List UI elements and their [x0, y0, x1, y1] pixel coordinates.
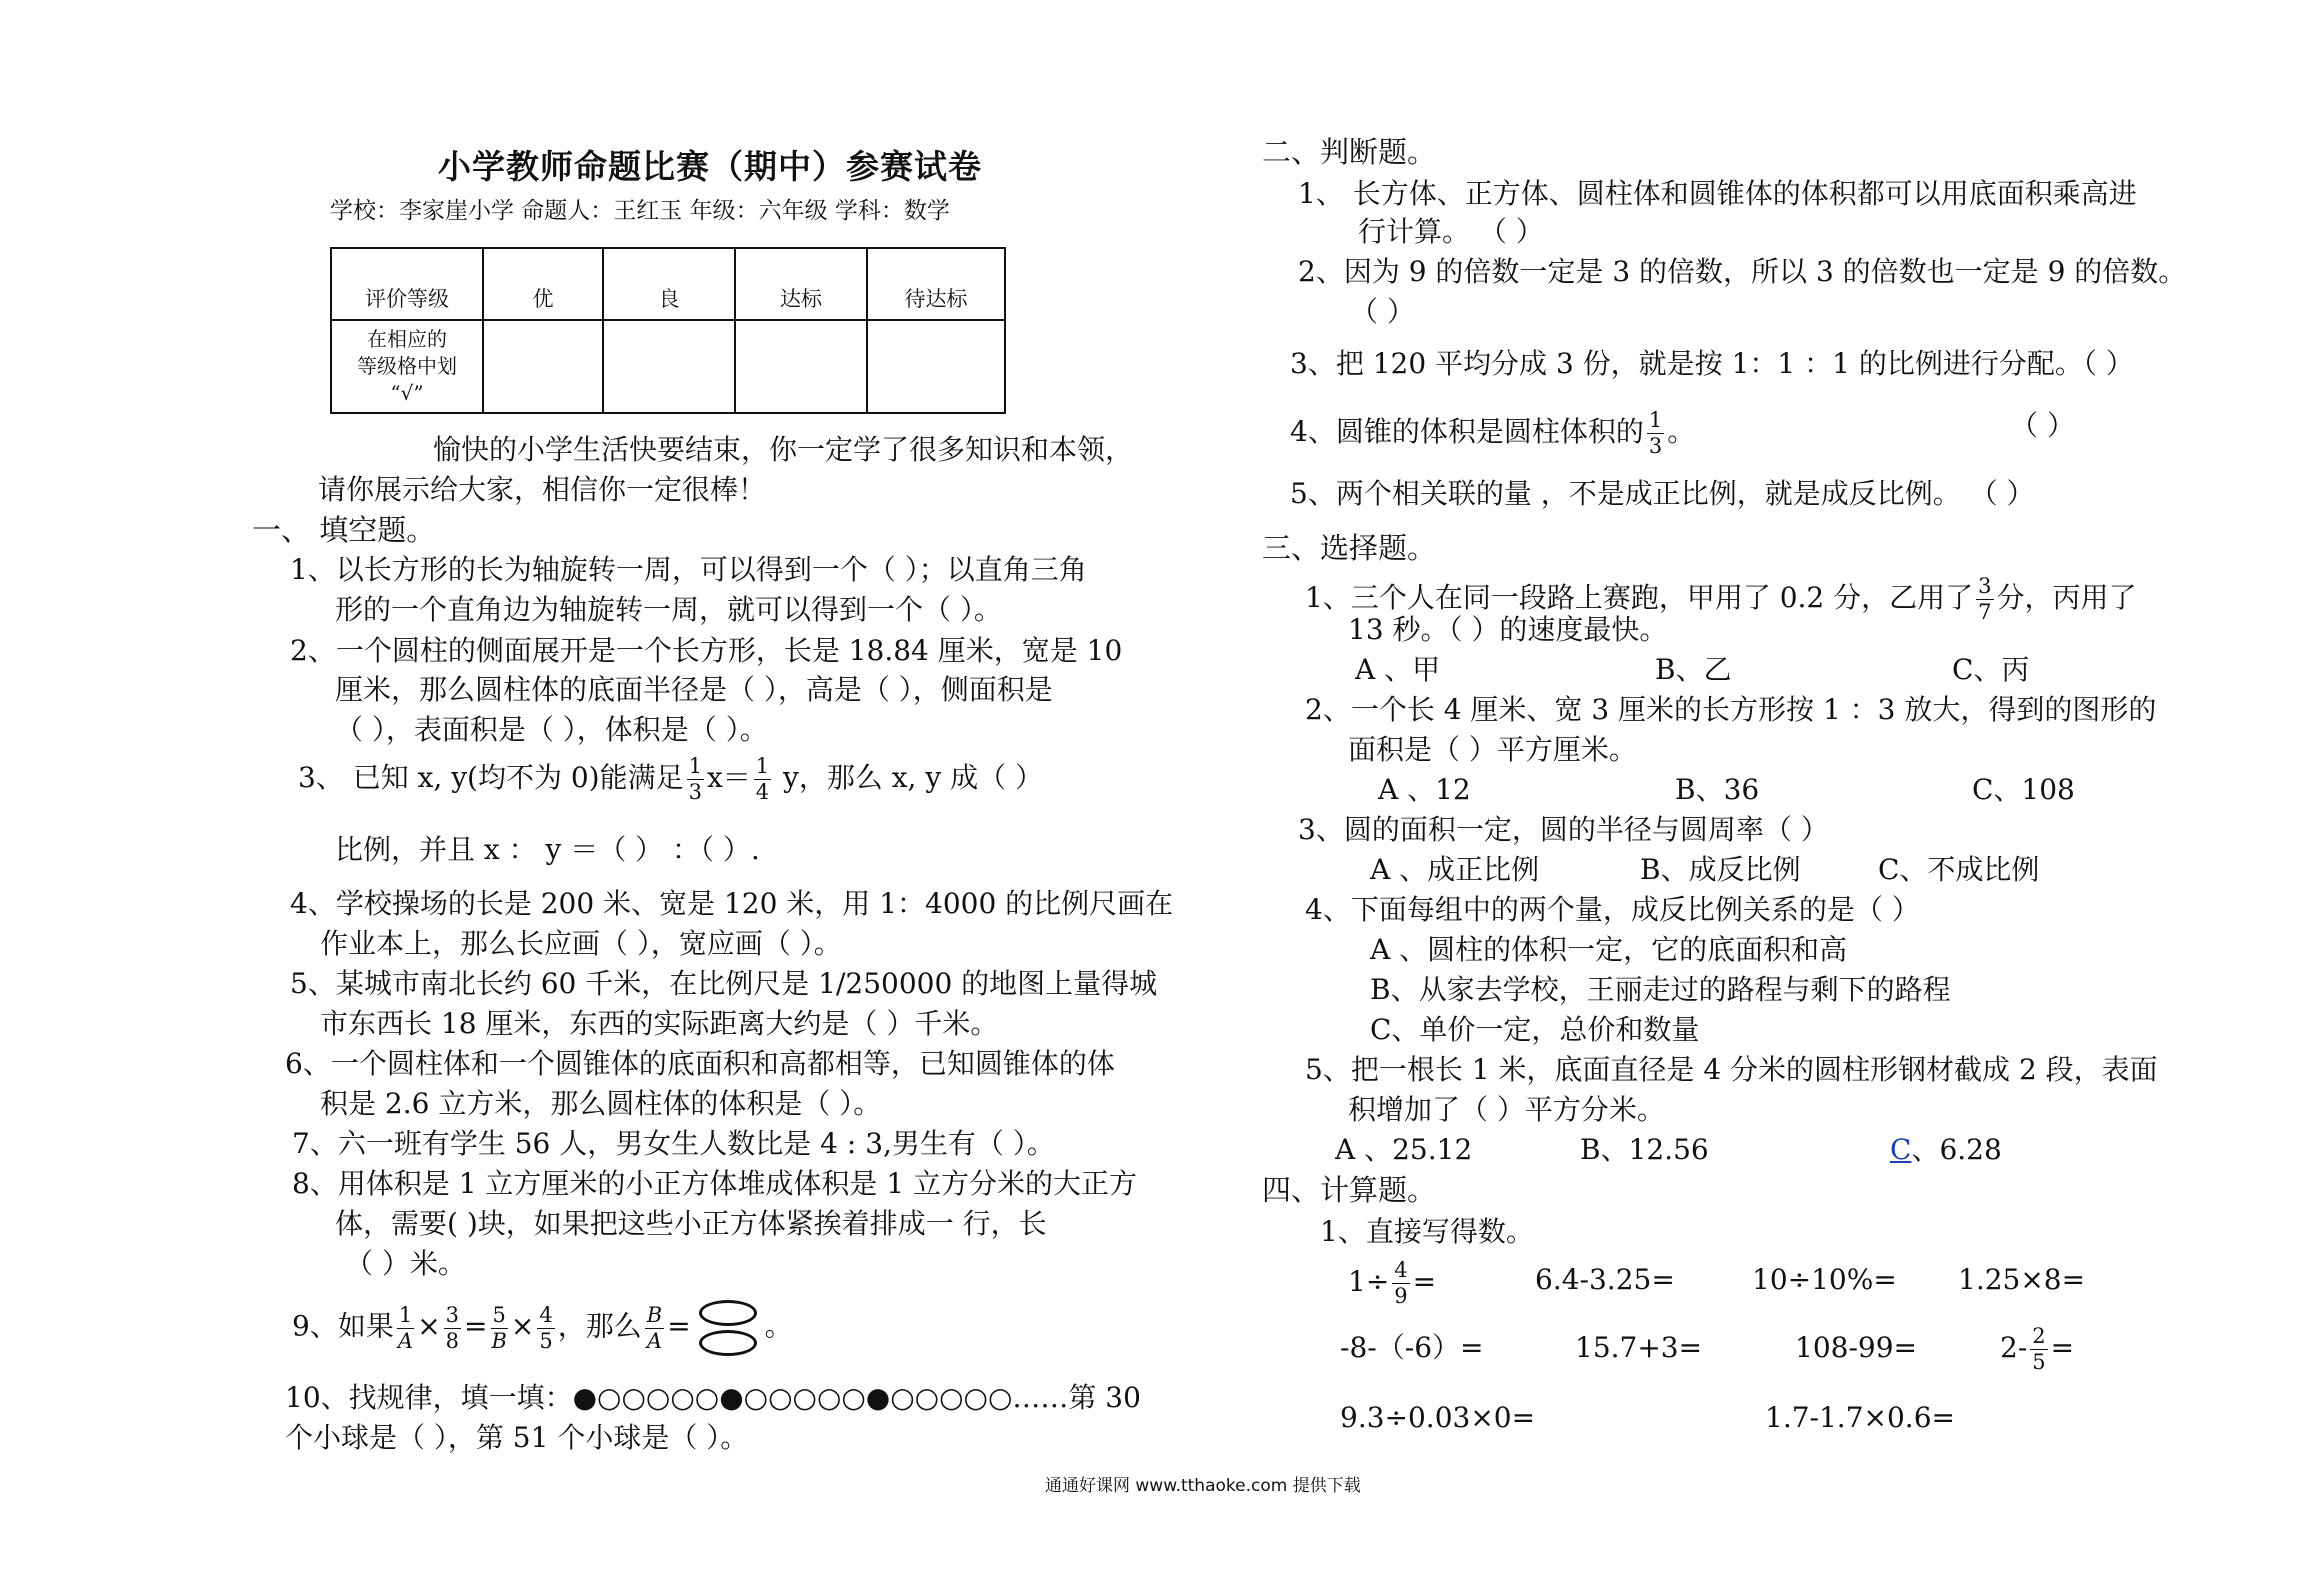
- answer-oval-fraction[interactable]: [699, 1300, 757, 1356]
- grade-level-pass: 达标: [735, 248, 867, 320]
- option-c[interactable]: C、丙: [1952, 653, 2030, 686]
- calc-item: [2000, 1326, 2074, 1373]
- answer-blank[interactable]: （ ）: [2010, 409, 2075, 442]
- option-b[interactable]: B、36: [1675, 773, 1760, 806]
- grade-cell-excellent[interactable]: [483, 320, 603, 413]
- option-b[interactable]: B、乙: [1655, 653, 1732, 686]
- question-text: 积是 2.6 立方米，那么圆柱体的体积是（ ）。: [320, 1087, 882, 1120]
- question-text: 行计算。 （ ）: [1358, 215, 1544, 248]
- instruction-line: “√”: [390, 381, 424, 405]
- option-a[interactable]: A 、圆柱的体积一定，它的底面积和高: [1370, 933, 1848, 966]
- equals-sign: =: [667, 1309, 691, 1343]
- section-multiple-choice-heading: 三、选择题。: [1262, 531, 1437, 565]
- grade-cell-pass[interactable]: [735, 320, 867, 413]
- calc-item: 108-99=: [1795, 1331, 1917, 1364]
- option-c[interactable]: C、单价一定，总价和数量: [1370, 1013, 1700, 1046]
- denominator: 9: [1394, 1284, 1408, 1308]
- denominator: 3: [688, 780, 702, 804]
- q9-prefix: 9、如果: [292, 1309, 394, 1343]
- option-a[interactable]: A 、25.12: [1335, 1133, 1473, 1166]
- denominator: [491, 1329, 506, 1352]
- calc-item: 9.3÷0.03×0=: [1340, 1401, 1536, 1434]
- denominator: 4: [755, 780, 770, 804]
- calc-item: [1348, 1260, 1436, 1307]
- question-text: 4、下面每组中的两个量，成反比例关系的是（ ）: [1305, 893, 1920, 926]
- intro-line: 请你展示给大家，相信你一定很棒！: [318, 473, 767, 506]
- option-b[interactable]: B、成反比例: [1640, 853, 1801, 886]
- question-text: 5、某城市南北长约 60 千米，在比例尺是 1/250000 的地图上量得城: [290, 967, 1158, 1000]
- denominator: 7: [1978, 600, 1992, 624]
- fraction: [537, 1302, 554, 1353]
- times-sign: ×: [417, 1309, 441, 1343]
- fraction: [397, 1302, 414, 1353]
- q3-suffix: y，那么 x, y 成（ ）: [774, 761, 1043, 794]
- q9-end: 。: [764, 1309, 793, 1343]
- numerator: 4: [539, 1302, 553, 1327]
- question-text: 积增加了（ ）平方分米。: [1348, 1093, 1665, 1126]
- grade-mark-instruction: [331, 320, 483, 413]
- numerator: [645, 1302, 664, 1329]
- question-text: 5、把一根长 1 米，底面直径是 4 分米的圆柱形钢材截成 2 段，表面: [1305, 1053, 2158, 1086]
- grade-table: [330, 247, 1006, 414]
- question-text: 2、一个长 4 厘米、宽 3 厘米的长方形按 1 ：3 放大，得到的图形的: [1305, 693, 2157, 726]
- section-calculation-heading: 四、计算题。: [1262, 1173, 1437, 1207]
- numerator: 4: [1394, 1258, 1408, 1282]
- grade-cell-pending[interactable]: [867, 320, 1005, 413]
- calc-item: -8-（-6）=: [1340, 1331, 1484, 1364]
- fraction: [444, 1302, 461, 1353]
- q3-prefix: 3、 已知 x, y(均不为 0)能满足: [298, 761, 684, 794]
- question-text: （ ），表面积是（ ），体积是（ ）。: [335, 713, 768, 746]
- fraction: [645, 1302, 664, 1353]
- fraction: [1392, 1260, 1409, 1307]
- grade-level-excellent: 优: [483, 248, 603, 320]
- question-text: （ ）: [1350, 295, 1415, 328]
- denominator: [647, 1329, 662, 1352]
- times-sign: ×: [510, 1309, 535, 1343]
- question-text: 3、圆的面积一定，圆的半径与圆周率（ ）: [1298, 813, 1829, 846]
- denominator: 5: [2032, 1350, 2046, 1374]
- grade-cell-good[interactable]: [603, 320, 735, 413]
- numerator: 1: [398, 1302, 413, 1327]
- instruction-line: 等级格中划: [357, 354, 457, 378]
- fraction: [1976, 576, 1993, 623]
- question-text: 6、一个圆柱体和一个圆锥体的底面积和高都相等，已知圆锥体的体: [285, 1047, 1115, 1080]
- question-text: 2、因为 9 的倍数一定是 3 的倍数，所以 3 的倍数也一定是 9 的倍数。: [1298, 255, 2187, 288]
- question-text: 比例，并且 x ： y ＝（ ） ：（ ）.: [335, 833, 760, 866]
- subsection-direct-answers: 1、直接写得数。: [1320, 1215, 1534, 1248]
- question-text: 4、学校操场的长是 200 米、宽是 120 米，用 1：4000 的比例尺画在: [290, 887, 1174, 920]
- question-text: 个小球是（ ），第 51 个小球是（ ）。: [285, 1421, 749, 1454]
- numerator: 2: [2032, 1324, 2046, 1348]
- option-b[interactable]: B、从家去学校，王丽走过的路程与剩下的路程: [1370, 973, 1951, 1006]
- option-b[interactable]: B、12.56: [1580, 1133, 1709, 1166]
- mc1-suffix: 分，丙用了: [1996, 581, 2137, 614]
- question-text: 8、用体积是 1 立方厘米的小正方体堆成体积是 1 立方分米的大正方: [292, 1167, 1138, 1200]
- question-text: 5、两个相关联的量 ，不是成正比例，就是成反比例。 （ ）: [1290, 477, 2035, 510]
- oval-denominator-blank[interactable]: [699, 1330, 757, 1356]
- question-text: 2、一个圆柱的侧面展开是一个长方形，长是 18.84 厘米，宽是 10: [290, 634, 1123, 667]
- question-9: [292, 1300, 793, 1356]
- fraction: [1647, 410, 1664, 457]
- page-title: 小学教师命题比赛（期中）参赛试卷: [438, 147, 982, 186]
- question-text: 10、找规律，填一填：●○○○○○●○○○○○●○○○○○……第 30: [285, 1381, 1141, 1414]
- option-a[interactable]: A 、甲: [1355, 653, 1441, 686]
- oval-numerator-blank[interactable]: [699, 1300, 757, 1326]
- calc-item: 1.25×8=: [1958, 1263, 2086, 1296]
- q9-mid: ，那么: [557, 1309, 642, 1343]
- calc-suffix: =: [1412, 1265, 1437, 1298]
- option-a[interactable]: A 、12: [1378, 773, 1471, 806]
- calc-prefix: 1÷: [1348, 1265, 1390, 1298]
- question-text: 1、以长方形的长为轴旋转一周，可以得到一个（ ）；以直角三角: [290, 553, 1087, 586]
- instruction-line: 在相应的: [367, 327, 447, 351]
- calc-item: 1.7-1.7×0.6=: [1765, 1401, 1955, 1434]
- tf4-prefix: 4、圆锥的体积是圆柱体积的: [1290, 415, 1644, 448]
- equals-sign: =: [464, 1309, 488, 1343]
- section-fill-blank-heading: 一、 填空题。: [252, 513, 436, 547]
- grade-row-label: 评价等级: [331, 248, 483, 320]
- grade-level-pending: 待达标: [867, 248, 1005, 320]
- denominator: [398, 1329, 413, 1352]
- exam-meta: 学校：李家崖小学 命题人：王红玉 年级：六年级 学科：数学: [330, 198, 950, 224]
- option-c[interactable]: C、不成比例: [1878, 853, 2040, 886]
- calc-suffix: =: [2050, 1331, 2075, 1364]
- fraction: [2030, 1326, 2047, 1373]
- question-text: 3、把 120 平均分成 3 份，就是按 1：1 ：1 的比例进行分配。（ ）: [1290, 347, 2134, 380]
- question-text: 13 秒。（ ）的速度最快。: [1348, 613, 1668, 646]
- numerator: 5: [492, 1302, 506, 1327]
- tf4-suffix: 。: [1667, 415, 1696, 448]
- denominator: 8: [445, 1328, 460, 1353]
- mc1-prefix: 1、三个人在同一段路上赛跑，甲用了 0.2 分，乙用了: [1305, 581, 1974, 614]
- numerator: 1: [755, 754, 770, 778]
- variable: B: [491, 1328, 507, 1353]
- option-c[interactable]: C、108: [1972, 773, 2075, 806]
- variable: B: [646, 1302, 663, 1327]
- question-text: （ ）米。: [345, 1247, 466, 1280]
- question-text: 形的一个直角边为轴旋转一周，就可以得到一个（ ）。: [335, 593, 1002, 626]
- q3-mid: x＝: [706, 761, 751, 794]
- question-4-tf: [1290, 410, 1695, 457]
- variable: A: [646, 1328, 663, 1353]
- option-c-text: 、6.28: [1911, 1133, 2002, 1166]
- question-text: 7、六一班有学生 56 人，男女生人数比是 4 : 3,男生有（ ）。: [292, 1127, 1055, 1160]
- option-a[interactable]: A 、成正比例: [1370, 853, 1540, 886]
- numerator: 1: [688, 754, 702, 778]
- intro-line: 愉快的小学生活快要结束，你一定学了很多知识和本领，: [433, 433, 1134, 466]
- calc-prefix: 2-: [2000, 1331, 2028, 1364]
- calc-item: 15.7+3=: [1575, 1331, 1703, 1364]
- footer-credit: 通通好课网 www.tthaoke.com 提供下载: [1045, 1476, 1361, 1496]
- fraction: [491, 1302, 508, 1353]
- question-text: 体，需要( )块，如果把这些小正方体紧挨着排成一 行，长: [335, 1207, 1047, 1240]
- variable: A: [397, 1328, 414, 1353]
- question-text: 市东西长 18 厘米，东西的实际距离大约是（ ）千米。: [320, 1007, 999, 1040]
- numerator: 1: [1648, 408, 1663, 432]
- denominator: 3: [1648, 434, 1663, 458]
- option-c[interactable]: [1890, 1133, 2002, 1166]
- question-text: 厘米，那么圆柱体的底面半径是（ ），高是（ ），侧面积是: [335, 673, 1053, 706]
- question-text: 1、 长方体、正方体、圆柱体和圆锥体的体积都可以用底面积乘高进: [1298, 177, 2137, 210]
- fraction: [687, 756, 704, 803]
- fraction: [754, 756, 771, 803]
- grade-level-good: 良: [603, 248, 735, 320]
- question-3-line1: [298, 756, 1043, 803]
- calc-item: 10÷10%=: [1752, 1263, 1897, 1296]
- denominator: 5: [539, 1328, 553, 1353]
- numerator: 3: [445, 1302, 460, 1327]
- section-true-false-heading: 二、判断题。: [1262, 135, 1437, 169]
- option-c-link[interactable]: C: [1890, 1133, 1912, 1166]
- numerator: 3: [1978, 574, 1992, 598]
- calc-item: 6.4-3.25=: [1535, 1263, 1675, 1296]
- question-text: 面积是（ ）平方厘米。: [1348, 733, 1637, 766]
- question-text: 作业本上，那么长应画（ ），宽应画（ ）。: [320, 927, 842, 960]
